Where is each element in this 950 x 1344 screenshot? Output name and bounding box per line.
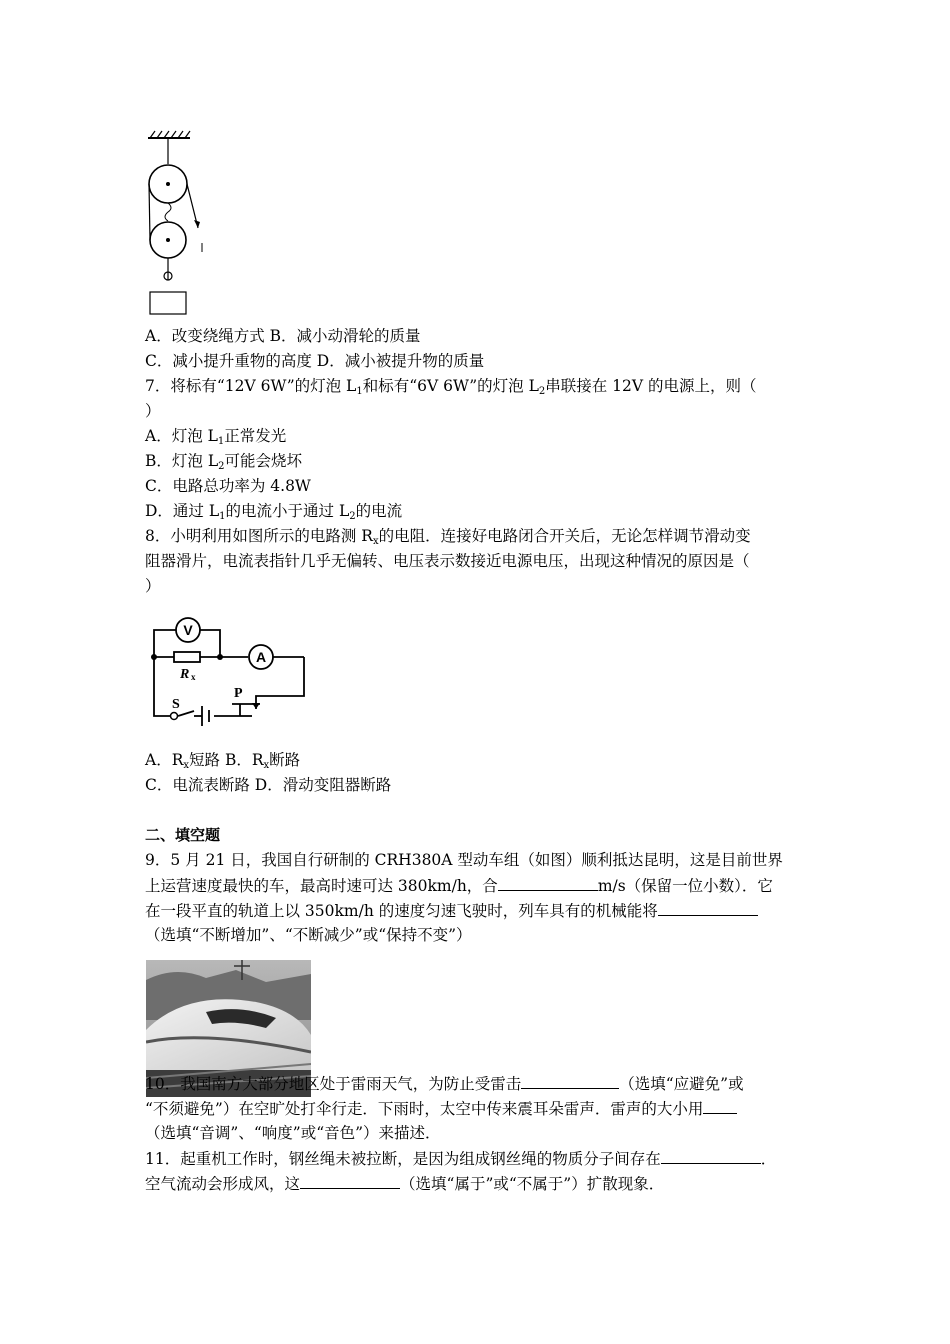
q9-l2-b: m/s（保留一位小数）．它 xyxy=(597,877,773,895)
q7-opt-b-post: 可能会烧坏 xyxy=(224,452,303,470)
switch-label: S xyxy=(172,697,180,712)
q7-sub2: 2 xyxy=(538,386,546,397)
q7-stem xyxy=(145,375,757,403)
q7-opt-d-post: 的电流 xyxy=(355,502,403,520)
q7-option-b xyxy=(145,450,302,478)
q8-options-cd: C．电流表断路 D．滑动变阻器断路 xyxy=(145,776,392,794)
q10-l2-a: “不须避免”）在空旷处打伞行走．下雨时，太空中传来震耳朵雷声．雷声的大小用 xyxy=(145,1100,704,1118)
q8-stem-a: 8．小明利用如图所示的电路测 R xyxy=(145,527,373,545)
q9-line1: 9．5 月 21 日，我国自行研制的 CRH380A 型动车组（如图）顺利抵达昆明，这是目前世界 xyxy=(145,851,783,869)
q7-option-d xyxy=(145,500,402,528)
q8-opt-b-post: 断路 xyxy=(269,751,301,769)
q7-opt-d-sub1: 1 xyxy=(219,511,226,522)
q7-opt-d-sub2: 2 xyxy=(349,511,356,522)
q11-l1-b: ． xyxy=(760,1150,777,1168)
q6-options-cd: C．减小提升重物的高度 D．减小被提升物的质量 xyxy=(145,352,485,370)
q10-line2 xyxy=(145,1097,737,1120)
voltmeter-label: V xyxy=(183,622,193,638)
q7-stem-a: 7．将标有“12V 6W”的灯泡 L xyxy=(145,377,357,395)
pulley-figure xyxy=(140,128,220,318)
q9-l2-a: 上运营速度最快的车，最高时速可达 380km/h，合 xyxy=(145,877,498,895)
q8-stem-close: ） xyxy=(145,577,161,595)
q9-line3 xyxy=(145,899,758,922)
q11-blank-1[interactable] xyxy=(661,1147,761,1164)
ammeter-label: A xyxy=(255,649,267,665)
q9-l3: 在一段平直的轨道上以 350km/h 的速度匀速飞驶时，列车具有的机械能将 xyxy=(145,902,658,920)
q11-blank-2[interactable] xyxy=(300,1172,400,1189)
q10-l1-a: 10．我国南方大部分地区处于雷雨天气，为防止受雷击 xyxy=(145,1075,522,1093)
q10-line3: （选填“音调”、“响度”或“音色”）来描述． xyxy=(145,1124,441,1142)
q8-sub-x: x xyxy=(372,536,379,547)
slider-label: P xyxy=(234,686,243,701)
q7-sub1: 1 xyxy=(356,386,363,397)
q9-blank-1[interactable] xyxy=(498,874,598,891)
q10-blank-2[interactable] xyxy=(703,1097,737,1114)
q8-opt-b-sub: x xyxy=(263,760,270,771)
q8-opt-a-post: 短路 B．R xyxy=(189,751,264,769)
q7-opt-a-post: 正常发光 xyxy=(224,427,287,445)
q8-opt-a-sub: x xyxy=(183,760,190,771)
q10-blank-1[interactable] xyxy=(521,1072,619,1089)
q8-stem-line1 xyxy=(145,525,751,553)
q8-options-ab xyxy=(145,749,300,777)
q8-opt-a-pre: A．R xyxy=(145,751,184,769)
q11-line1 xyxy=(145,1147,776,1170)
q7-option-c: C．电路总功率为 4.8W xyxy=(145,477,311,495)
q7-opt-d-pre: D．通过 L xyxy=(145,502,220,520)
q7-opt-b-pre: B．灯泡 L xyxy=(145,452,219,470)
q9-line2 xyxy=(145,874,773,897)
q6-options-ab: A．改变绕绳方式 B．减小动滑轮的质量 xyxy=(145,327,421,345)
q11-l2-a: 空气流动会形成风，这 xyxy=(145,1175,301,1193)
q7-opt-d-mid: 的电流小于通过 L xyxy=(225,502,350,520)
q11-l1-a: 11．起重机工作时，钢丝绳未被拉断，是因为组成钢丝绳的物质分子间存在 xyxy=(145,1150,661,1168)
q8-stem-b: 的电阻．连接好电路闭合开关后，无论怎样调节滑动变 xyxy=(378,527,751,545)
q9-blank-2[interactable] xyxy=(658,899,758,916)
resistor-sub: x xyxy=(191,672,196,682)
q7-opt-a-pre: A．灯泡 L xyxy=(145,427,218,445)
section-title: 二、填空题 xyxy=(145,826,221,844)
q11-line2 xyxy=(145,1172,664,1195)
q10-line1 xyxy=(145,1072,744,1095)
q7-stem-b: 和标有“6V 6W”的灯泡 L xyxy=(362,377,539,395)
q9-line4: （选填“不断增加”、“不断减少”或“保持不变”） xyxy=(145,926,472,944)
q7-stem-close: ） xyxy=(145,402,161,420)
circuit-figure xyxy=(140,612,315,737)
q11-l2-b: （选填“属于”或“不属于”）扩散现象． xyxy=(400,1175,665,1193)
q7-opt-b-sub: 2 xyxy=(218,461,225,472)
q7-opt-a-sub: 1 xyxy=(217,436,225,447)
q10-l1-b: （选填“应避免”或 xyxy=(619,1075,744,1093)
q8-stem-line2: 阻器滑片，电流表指针几乎无偏转、电压表示数接近电源电压，出现这种情况的原因是（ xyxy=(145,552,750,570)
q7-stem-c: 串联接在 12V 的电源上，则（ xyxy=(545,377,757,395)
q7-option-a xyxy=(145,425,286,453)
resistor-label: R xyxy=(180,667,190,682)
